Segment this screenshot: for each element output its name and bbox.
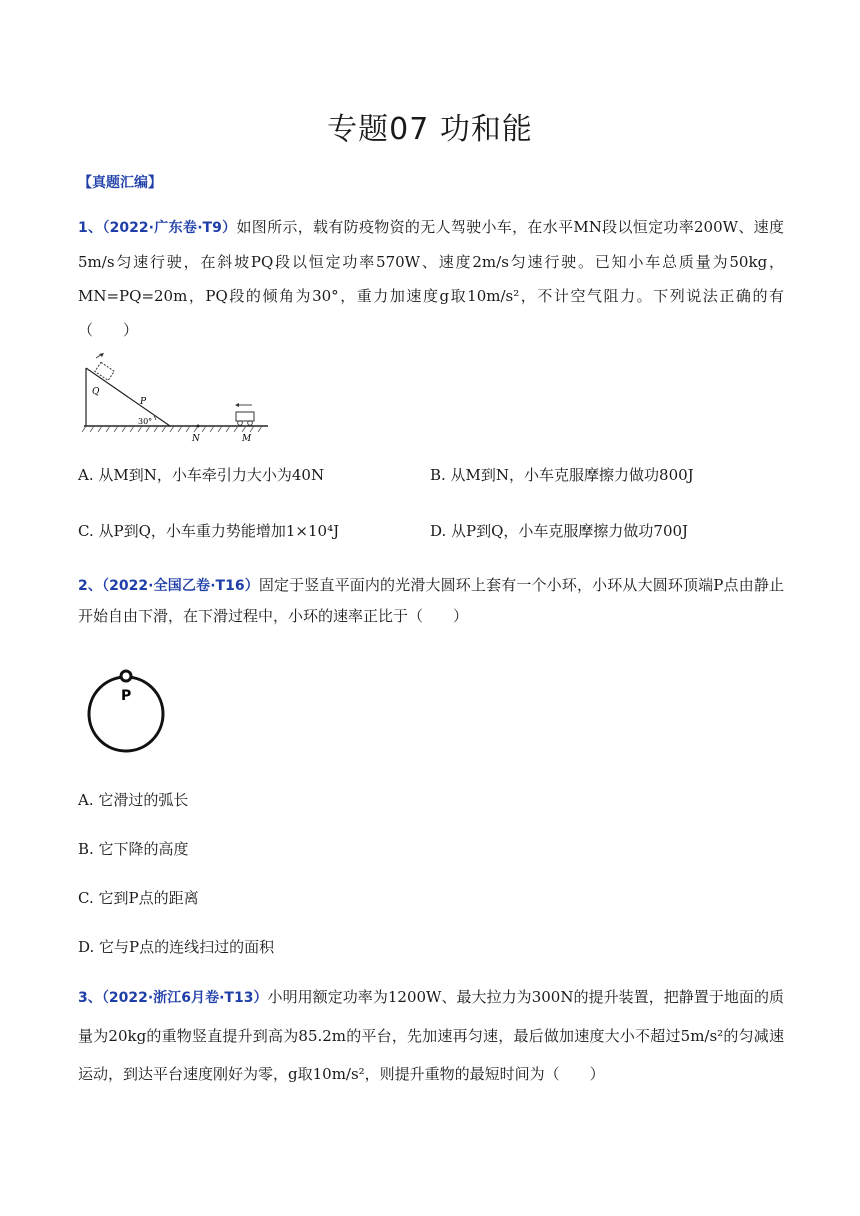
cart-on-slope (95, 362, 114, 380)
question-2-option-a: A. 它滑过的弧长 (78, 791, 189, 809)
question-1-option-b: B. 从M到N，小车克服摩擦力做功800J (430, 466, 694, 484)
label-m: M (242, 434, 252, 444)
question-1-option-d: D. 从P到Q，小车克服摩擦力做功700J (430, 522, 689, 540)
question-1-source: 1、（2022·广东卷·T9） (78, 220, 237, 236)
question-2-text: 固定于竖直平面内的光滑大圆环上套有一个小环，小环从大圆环顶端P点由静止开始自由下滑，在下滑过程中，小环的速率正比于（ ） (78, 576, 784, 625)
label-q: Q (92, 387, 100, 397)
question-1-option-c: C. 从P到Q，小车重力势能增加1×10⁴J (78, 522, 340, 540)
label-p-ring: P (121, 688, 132, 704)
page-title: 专题07 功和能 (327, 112, 533, 147)
small-ring (121, 671, 131, 681)
question-1-text: 如图所示，载有防疫物资的无人驾驶小车，在水平MN段以恒定功率200W、速度5m/s匀速行驶，在斜坡PQ段以恒定功率570W、速度2m/s匀速行驶。已知小车总质量为50kg，MN=PQ=20m，PQ段的倾角为30°，重力加速度g取10m/s²，不计空气阻力。下列说法正确的有（ ） (78, 218, 784, 339)
question-3-text: 小明用额定功率为1200W、最大拉力为300N的提升装置，把静置于地面的质量为20kg的重物竖直提升到高为85.2m的平台，先加速再匀速，最后做加速度大小不超过5m/s²的匀减速运动，到达平台速度刚好为零，g取10m/s²，则提升重物的最短时间为（ ） (78, 988, 784, 1083)
question-2-option-b: B. 它下降的高度 (78, 840, 189, 858)
ground-hatching (82, 426, 262, 432)
point-n (197, 425, 200, 428)
label-p: P (140, 397, 147, 407)
question-2-option-c: C. 它到P点的距离 (78, 889, 199, 907)
incline-figure (78, 352, 278, 444)
question-1-option-a: A. 从M到N，小车牵引力大小为40N (78, 466, 325, 484)
question-1 (78, 210, 784, 347)
question-2-source: 2、（2022·全国乙卷·T16） (78, 578, 259, 594)
section-label: 【真题汇编】 (78, 175, 162, 191)
question-3-source: 3、（2022·浙江6月卷·T13） (78, 990, 268, 1006)
question-2-option-d: D. 它与P点的连线扫过的面积 (78, 938, 275, 956)
cart-on-ground (236, 412, 254, 425)
label-n: N (192, 434, 200, 444)
question-3 (78, 978, 784, 1093)
slope-line (86, 368, 170, 426)
question-2 (78, 570, 784, 631)
ring-figure (78, 660, 174, 756)
label-angle: 30° (138, 417, 153, 426)
